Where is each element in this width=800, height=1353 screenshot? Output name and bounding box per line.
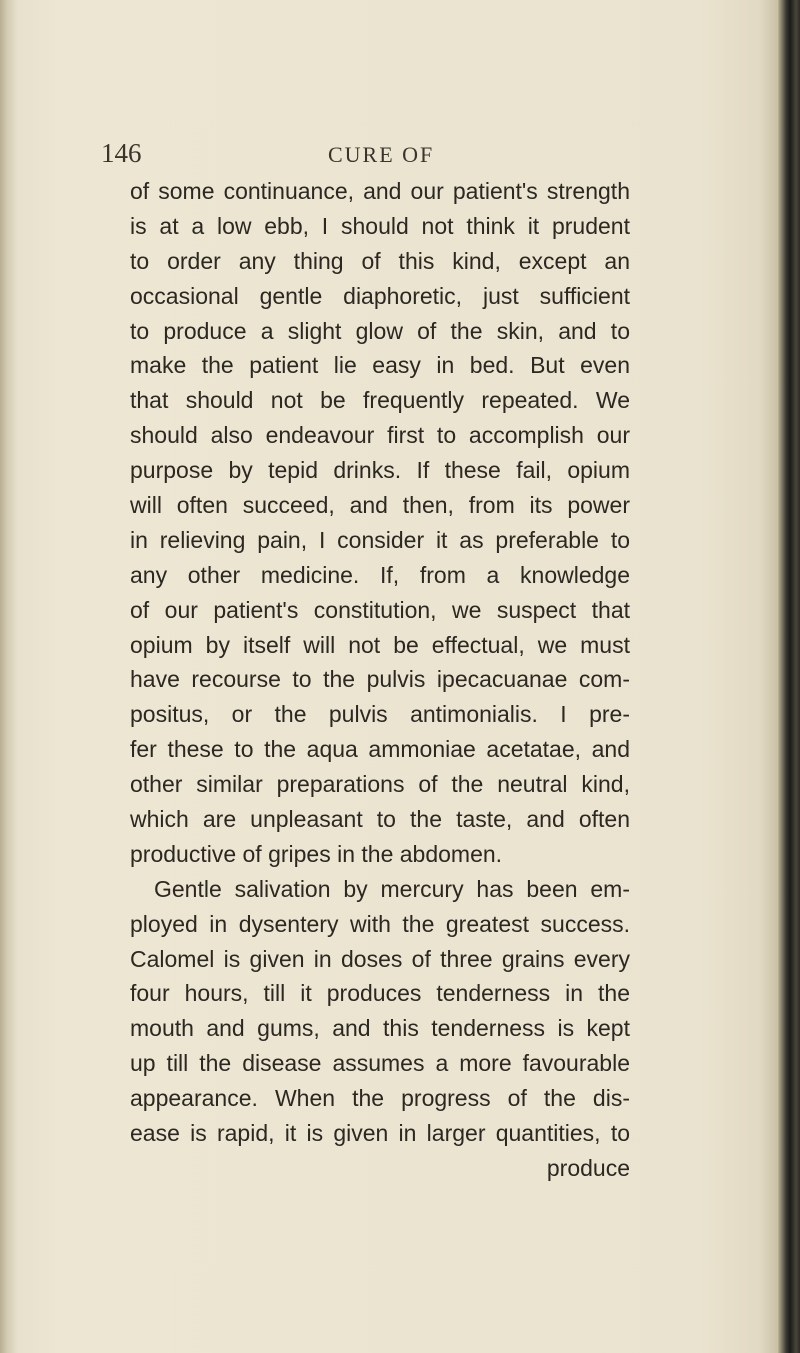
text-line: Gentle salivation by mercury has been em- (154, 875, 630, 902)
text-line: which are unpleasant to the taste, and often (130, 806, 630, 833)
catchword: produce (546, 1154, 630, 1181)
text-line: occasional gentle diaphoretic, just sufficient (130, 282, 630, 309)
text-line: is at a low ebb, I should not think it prudent (130, 212, 630, 239)
text-line: appearance. When the progress of the dis- (130, 1085, 630, 1112)
text-line: mouth and gums, and this tenderness is kept (130, 1015, 630, 1042)
text-line: positus, or the pulvis antimonialis. I pre- (130, 701, 630, 728)
text-line: in relieving pain, I consider it as preferable to (130, 526, 630, 553)
text-line: make the patient lie easy in bed. But even (130, 352, 630, 379)
text-line: other similar preparations of the neutral kind, (130, 771, 630, 798)
text-line: Calomel is given in doses of three grains every (130, 945, 630, 972)
text-line: purpose by tepid drinks. If these fail, opium (130, 457, 630, 484)
page-number: 146 (101, 138, 142, 168)
text-line: of some continuance, and our patient's strength (130, 178, 630, 204)
text-line: ease is rapid, it is given in larger quantities, to (130, 1120, 630, 1147)
text-line: up till the disease assumes a more favourable (130, 1050, 630, 1077)
text-line: have recourse to the pulvis ipecacuanae com- (130, 666, 630, 693)
text-line: to produce a slight glow of the skin, and to (130, 317, 630, 344)
book-spine (778, 0, 800, 1353)
text-line: of our patient's constitution, we suspect that (130, 596, 630, 623)
text-line: to order any thing of this kind, except an (130, 247, 630, 274)
text-line: any other medicine. If, from a knowledge (130, 561, 630, 588)
text-line: will often succeed, and then, from its power (130, 492, 630, 519)
body-text (130, 174, 630, 1186)
text-line: opium by itself will not be effectual, we must (130, 631, 630, 658)
text-line: four hours, till it produces tenderness in the (130, 980, 630, 1007)
text-line: ployed in dysentery with the greatest success. (130, 910, 630, 937)
running-title: CURE OF (328, 142, 435, 167)
text-line: that should not be frequently repeated. We (130, 387, 630, 414)
text-line: fer these to the aqua ammoniae acetatae, and (130, 736, 630, 763)
page-left-edge (0, 0, 16, 1353)
running-head (0, 138, 780, 178)
text-line: productive of gripes in the abdomen. (130, 840, 503, 867)
text-line: should also endeavour first to accomplish our (130, 422, 630, 449)
